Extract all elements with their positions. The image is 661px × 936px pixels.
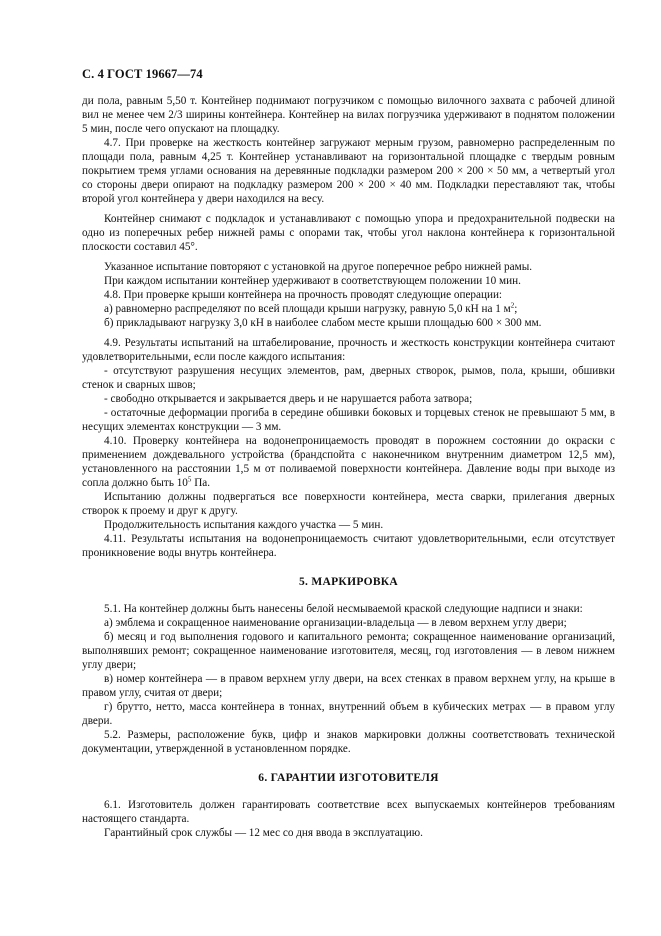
list-item-b: б) прикладывают нагрузку 3,0 кН в наиболее слабом месте крыши площадью 600 × 300 мм. xyxy=(104,317,542,329)
paragraph: При каждом испытании контейнер удерживают в соответствующем положении 10 мин. xyxy=(104,275,521,287)
paragraph: Гарантийный срок службы — 12 мес со дня ввода в эксплуатацию. xyxy=(104,827,423,839)
list-item: - отсутствуют разрушения несущих элементов, рам, дверных створок, рымов, пола, крыши, обшивки стенок и сварных швов; xyxy=(82,365,615,391)
list-item-text: а) равномерно распределяют по всей площади крыши нагрузку, равную 5,0 кН на 1 м xyxy=(104,303,511,315)
document-body xyxy=(82,94,615,840)
paragraph: Испытанию должны подвергаться все поверхности контейнера, места сварки, прилегания дверных створок к проему и друг к другу. xyxy=(82,491,615,517)
paragraph-4-9: 4.9. Результаты испытаний на штабелирование, прочность и жесткость конструкции контейнера считают удовлетворительными, если после каждого испытания: xyxy=(82,337,615,363)
paragraph-4-10 xyxy=(82,434,615,490)
paragraph-text: Па. xyxy=(191,477,211,489)
list-item-a: а) эмблема и сокращенное наименование организации-владельца — в левом верхнем углу двери; xyxy=(104,617,567,629)
list-item-a xyxy=(82,302,615,316)
paragraph-4-11: 4.11. Результаты испытания на водонепроницаемость считают удовлетворительными, если отсутствует проникновение воды внутрь контейнера. xyxy=(82,533,615,559)
list-item-v: в) номер контейнера — в правом верхнем углу двери, на всех стенках в правом верхнем углу, на крыше в правом углу, считая от двери; xyxy=(82,673,615,699)
paragraph-5-2: 5.2. Размеры, расположение букв, цифр и знаков маркировки должны соответствовать технической документации, утвержденной в установленном порядке. xyxy=(82,729,615,755)
paragraph: Указанное испытание повторяют с установкой на другое поперечное ребро нижней рамы. xyxy=(104,261,533,273)
paragraph-4-8: 4.8. При проверке крыши контейнера на прочность проводят следующие операции: xyxy=(104,289,503,301)
paragraph-4-7: 4.7. При проверке на жесткость контейнер загружают мерным грузом, равномерно распределенным по площади пола, равным 4,25 т. Контейнер устанавливают на горизонтальной площадке с твердым ровным покрытием тремя углами основания на деревянные подкладки размером 200 × 200 × 50 мм, а четвертый угол со стороны двери опирают на подкладку размером 200 × 200 × 40 мм. Подкладки переставляют так, чтобы второй угол контейнера у двери находился на весу. xyxy=(82,137,615,205)
paragraph-5-1: 5.1. На контейнер должны быть нанесены белой несмываемой краской следующие надписи и знаки: xyxy=(104,603,583,615)
paragraph: Контейнер снимают с подкладок и устанавливают с помощью упора и предохранительной подвески на одно из поперечных ребер нижней рамы с опорами так, чтобы угол наклона контейнера к горизонтальной плоскости составил 45°. xyxy=(82,213,615,253)
list-item: - свободно открывается и закрывается дверь и не нарушается работа затвора; xyxy=(104,393,473,405)
paragraph: Продолжительность испытания каждого участка — 5 мин. xyxy=(104,519,384,531)
section-heading-5: 5. МАРКИРОВКА xyxy=(298,576,399,588)
list-item-g: г) брутто, нетто, масса контейнера в тоннах, внутренний объем в кубических метрах — в правом углу двери. xyxy=(82,701,615,727)
paragraph-text: 4.10. Проверку контейнера на водонепроницаемость проводят в порожнем состоянии до окраски с применением дождевального устройства (брандспойта с наконечником внутренним диаметром 12,5 мм), установленного на расстоянии 1,5 м от поливаемой поверхности контейнера. Давление воды при выходе из сопла должно быть 10 xyxy=(82,435,615,489)
section-heading-6: 6. ГАРАНТИИ ИЗГОТОВИТЕЛЯ xyxy=(258,772,439,784)
superscript: 2 xyxy=(510,301,515,310)
list-item-text: ; xyxy=(514,303,518,315)
paragraph: ди пола, равным 5,50 т. Контейнер поднимают погрузчиком с помощью вилочного захвата с рабочей длиной вил не менее чем 2/3 ширины контейнера. Контейнер на вилах погрузчика удерживают в поднятом положении 5 мин, после чего опускают на площадку. xyxy=(82,95,615,135)
paragraph-6-1: 6.1. Изготовитель должен гарантировать соответствие всех выпускаемых контейнеров требованиям настоящего стандарта. xyxy=(82,799,615,825)
list-item-b: б) месяц и год выполнения годового и капитального ремонта; сокращенное наименование организаций, выполнявших ремонт; сокращенное наименование изготовителя, месяц, год изготовления — в левом нижнем углу двери; xyxy=(82,631,615,671)
superscript: 5 xyxy=(187,475,192,484)
list-item: - остаточные деформации прогиба в середине обшивки боковых и торцевых стенок не превышают 5 мм, в несущих элементах конструкции — 3 мм. xyxy=(82,407,615,433)
page-header: С. 4 ГОСТ 19667—74 xyxy=(82,67,203,81)
